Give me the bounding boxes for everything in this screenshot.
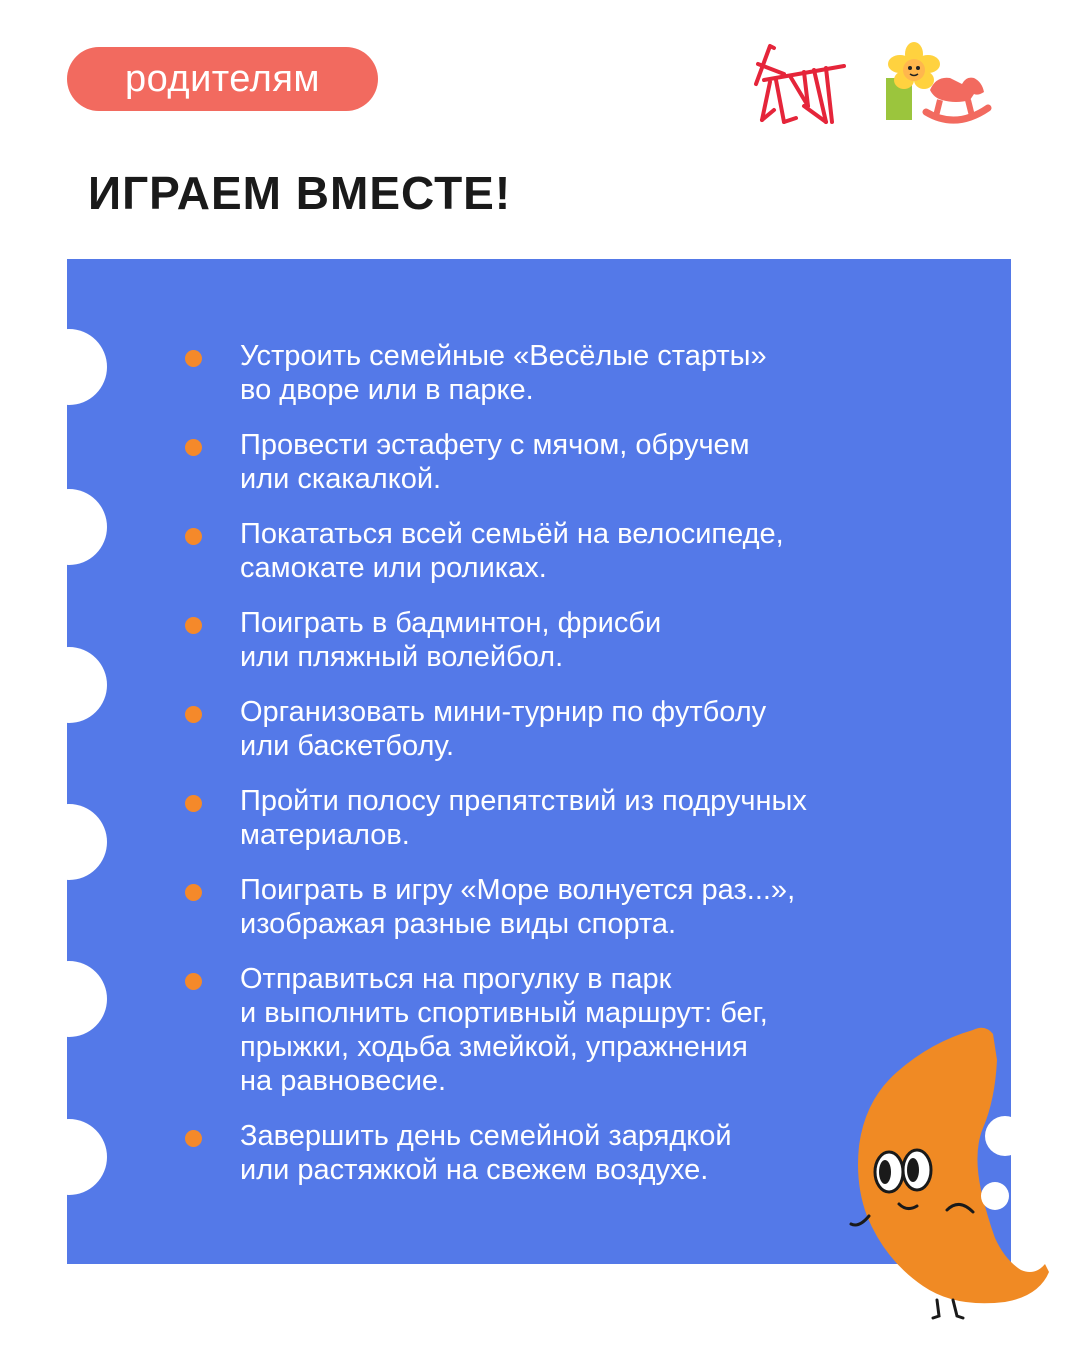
list-item	[240, 695, 960, 763]
bullet-icon	[185, 795, 202, 812]
list-item	[240, 784, 960, 852]
bullet-icon	[185, 1130, 202, 1147]
item-text-line: самокате или роликах.	[240, 552, 547, 584]
item-text-line: Покататься всей семьёй на велосипеде,	[240, 518, 784, 550]
mascot-character	[845, 1020, 1055, 1330]
category-badge: родителям	[67, 47, 378, 111]
list-item	[240, 428, 960, 496]
list-item	[240, 606, 960, 674]
item-text-line: Устроить семейные «Весёлые старты»	[240, 340, 767, 372]
page-title: ИГРАЕМ ВМЕСТЕ!	[88, 167, 512, 219]
toys-decoration	[880, 38, 992, 128]
list-item	[240, 339, 960, 407]
bullet-icon	[185, 350, 202, 367]
item-text-line: на равновесие.	[240, 1065, 447, 1097]
item-text-line: Поиграть в игру «Море волнуется раз...»,	[240, 874, 796, 906]
item-text-line: во дворе или в парке.	[240, 374, 534, 406]
item-text-line: материалов.	[240, 819, 410, 851]
bullet-icon	[185, 528, 202, 545]
flower-icon	[886, 42, 940, 120]
item-text-line: Отправиться на прогулку в парк	[240, 963, 672, 995]
bullet-icon	[185, 439, 202, 456]
item-text-line: изображая разные виды спорта.	[240, 908, 677, 940]
rocking-horse-icon	[926, 78, 988, 121]
item-text-line: и выполнить спортивный маршрут: бег,	[240, 997, 768, 1029]
bullet-icon	[185, 706, 202, 723]
list-item	[240, 873, 960, 941]
item-text-line: прыжки, ходьба змейкой, упражнения	[240, 1031, 748, 1063]
item-text-line: Организовать мини-турнир по футболу	[240, 696, 767, 728]
chair-icon	[750, 40, 850, 130]
bullet-icon	[185, 617, 202, 634]
item-text-line: или растяжкой на свежем воздухе.	[240, 1154, 709, 1186]
item-text-line: Поиграть в бадминтон, фрисби	[240, 607, 662, 639]
item-text-line: или пляжный волейбол.	[240, 641, 564, 673]
bullet-icon	[185, 973, 202, 990]
item-text-line: Провести эстафету с мячом, обручем	[240, 429, 750, 461]
bullet-icon	[185, 884, 202, 901]
item-text-line: Завершить день семейной зарядкой	[240, 1120, 732, 1152]
item-text-line: или баскетболу.	[240, 730, 455, 762]
list-item	[240, 517, 960, 585]
item-text-line: Пройти полосу препятствий из подручных	[240, 785, 807, 817]
item-text-line: или скакалкой.	[240, 463, 442, 495]
